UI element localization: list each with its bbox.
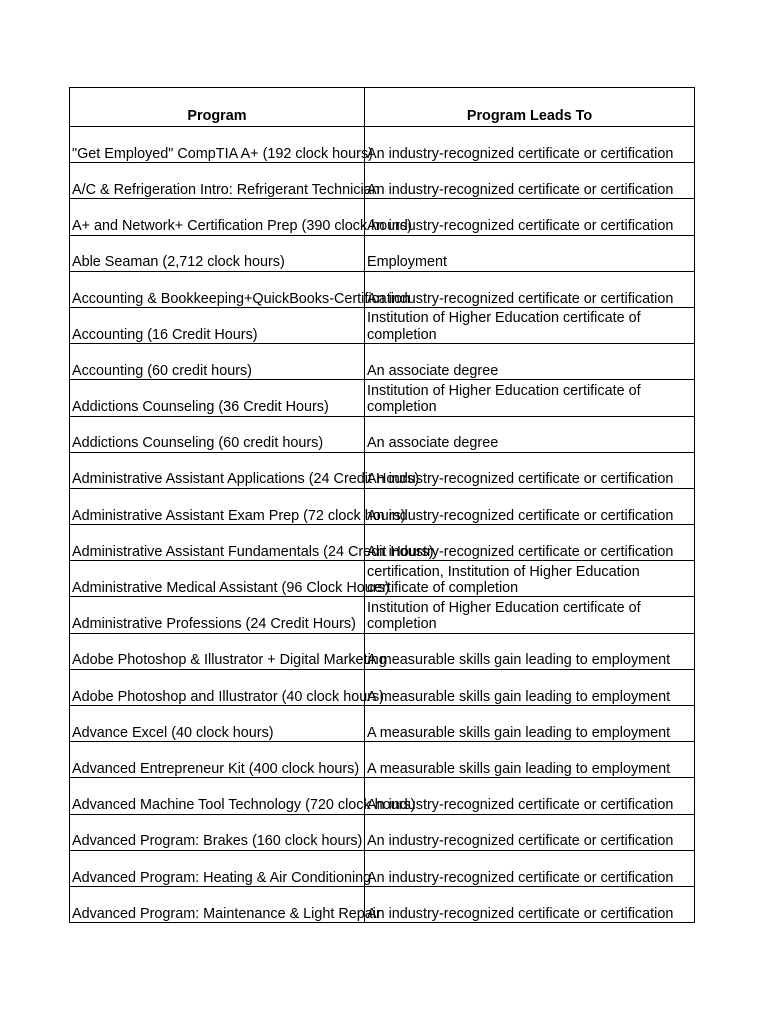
table-row: [70, 488, 695, 524]
program-cell: Administrative Assistant Fundamentals (24 Credit Hours): [70, 525, 365, 561]
leads-to-cell: An associate degree: [365, 344, 695, 380]
program-cell: Administrative Assistant Exam Prep (72 clock hours): [70, 488, 365, 524]
leads-to-cell: An industry-recognized certificate or certification: [365, 525, 695, 561]
table-row: [70, 850, 695, 886]
leads-to-cell: An industry-recognized certificate or certification: [365, 488, 695, 524]
table-row: [70, 452, 695, 488]
table-row: [70, 307, 695, 343]
leads-to-cell: An industry-recognized certificate or certification: [365, 163, 695, 199]
program-cell: Accounting (60 credit hours): [70, 344, 365, 380]
table-row: [70, 380, 695, 416]
table-row: [70, 344, 695, 380]
leads-to-cell: A measurable skills gain leading to employment: [365, 742, 695, 778]
program-cell: Adobe Photoshop and Illustrator (40 clock hours): [70, 669, 365, 705]
table-row: [70, 597, 695, 633]
program-cell: Advanced Program: Heating & Air Conditioning: [70, 850, 365, 886]
program-cell: Administrative Professions (24 Credit Hours): [70, 597, 365, 633]
program-cell: Administrative Medical Assistant (96 Clock Hours): [70, 561, 365, 597]
program-cell: Advanced Entrepreneur Kit (400 clock hours): [70, 742, 365, 778]
table-row: [70, 814, 695, 850]
table-body: [70, 127, 695, 923]
leads-to-cell: An industry-recognized certificate or certification: [365, 271, 695, 307]
program-table: [69, 87, 695, 923]
program-cell: Addictions Counseling (36 Credit Hours): [70, 380, 365, 416]
program-cell: Addictions Counseling (60 credit hours): [70, 416, 365, 452]
header-leads-to: Program Leads To: [365, 88, 695, 127]
program-cell: A/C & Refrigeration Intro: Refrigerant Technician: [70, 163, 365, 199]
table-row: [70, 561, 695, 597]
header-program: Program: [70, 88, 365, 127]
table-row: [70, 235, 695, 271]
table-row: [70, 416, 695, 452]
program-cell: Adobe Photoshop & Illustrator + Digital Marketing: [70, 633, 365, 669]
program-cell: Advance Excel (40 clock hours): [70, 706, 365, 742]
table-row: [70, 525, 695, 561]
leads-to-cell: certification, Institution of Higher Education certificate of completion: [365, 561, 695, 597]
leads-to-cell: An industry-recognized certificate or certification: [365, 452, 695, 488]
program-cell: Administrative Assistant Applications (24 Credit Hours): [70, 452, 365, 488]
program-cell: Advanced Machine Tool Technology (720 clock hours): [70, 778, 365, 814]
leads-to-cell: An industry-recognized certificate or certification: [365, 850, 695, 886]
leads-to-cell: An industry-recognized certificate or certification: [365, 778, 695, 814]
table-row: [70, 633, 695, 669]
leads-to-cell: An industry-recognized certificate or certification: [365, 127, 695, 163]
program-cell: Accounting & Bookkeeping+QuickBooks-Certification: [70, 271, 365, 307]
table-row: [70, 127, 695, 163]
table-row: [70, 271, 695, 307]
program-cell: Advanced Program: Brakes (160 clock hours): [70, 814, 365, 850]
leads-to-cell: A measurable skills gain leading to employment: [365, 706, 695, 742]
program-cell: Accounting (16 Credit Hours): [70, 307, 365, 343]
leads-to-cell: An industry-recognized certificate or certification: [365, 814, 695, 850]
leads-to-cell: A measurable skills gain leading to employment: [365, 633, 695, 669]
table-row: [70, 199, 695, 235]
table-row: [70, 778, 695, 814]
leads-to-cell: Institution of Higher Education certificate of completion: [365, 307, 695, 343]
table-row: [70, 886, 695, 922]
table-row: [70, 163, 695, 199]
leads-to-cell: Institution of Higher Education certificate of completion: [365, 597, 695, 633]
leads-to-cell: Employment: [365, 235, 695, 271]
leads-to-cell: An industry-recognized certificate or certification: [365, 886, 695, 922]
leads-to-cell: Institution of Higher Education certificate of completion: [365, 380, 695, 416]
header-row: [70, 88, 695, 127]
program-cell: Able Seaman (2,712 clock hours): [70, 235, 365, 271]
table-row: [70, 742, 695, 778]
program-cell: "Get Employed" CompTIA A+ (192 clock hours): [70, 127, 365, 163]
program-cell: A+ and Network+ Certification Prep (390 clock hours): [70, 199, 365, 235]
program-cell: Advanced Program: Maintenance & Light Repair: [70, 886, 365, 922]
table-row: [70, 706, 695, 742]
table-row: [70, 669, 695, 705]
leads-to-cell: A measurable skills gain leading to employment: [365, 669, 695, 705]
leads-to-cell: An associate degree: [365, 416, 695, 452]
leads-to-cell: An industry-recognized certificate or certification: [365, 199, 695, 235]
